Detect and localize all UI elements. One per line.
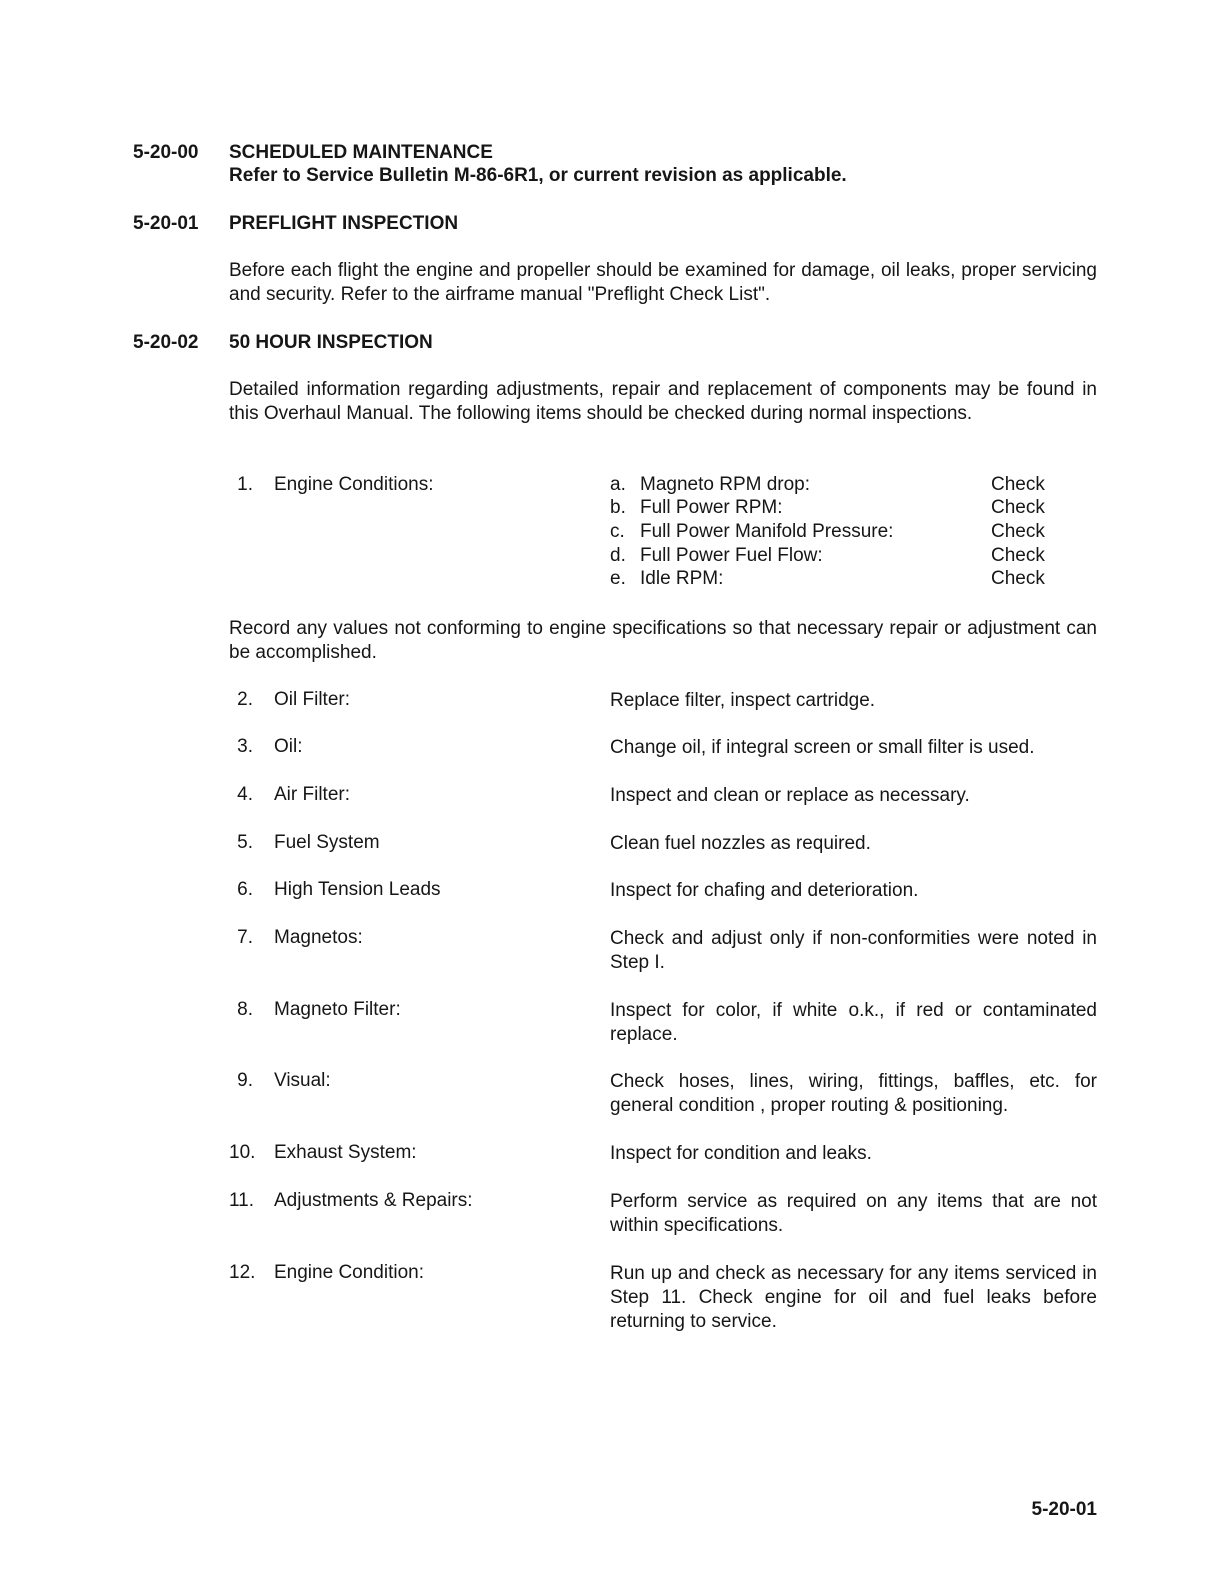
item-label: Magneto Filter: [274, 999, 401, 1020]
item-label: Visual: [274, 1070, 331, 1091]
condition-letter: c. [610, 521, 625, 542]
item-description: Clean fuel nozzles as required. [610, 833, 871, 854]
condition-text: Full Power Fuel Flow: [640, 545, 823, 566]
item-number: 8. [237, 999, 253, 1020]
condition-status: Check [991, 497, 1045, 518]
item-label: Exhaust System: [274, 1142, 417, 1163]
section-body: Before each flight the engine and propeller should be examined for damage, oil leaks, proper servicing and security. Refer to the airframe manual "Preflight Check List". [229, 260, 1097, 305]
item-label: High Tension Leads [274, 879, 441, 900]
item-label: Engine Conditions: [274, 474, 434, 495]
condition-letter: d. [610, 545, 626, 566]
item-description: Check hoses, lines, wiring, fittings, baffles, etc. for general condition , proper routing & positioning. [610, 1071, 1097, 1116]
section-title: 50 HOUR INSPECTION [229, 332, 433, 353]
section-number: 5-20-01 [133, 213, 199, 234]
item-label: Fuel System [274, 832, 380, 853]
item-description: Inspect for color, if white o.k., if red or contaminated replace. [610, 1000, 1097, 1045]
item-label: Oil: [274, 736, 303, 757]
item-description: Inspect for chafing and deterioration. [610, 880, 919, 901]
section-title: PREFLIGHT INSPECTION [229, 213, 459, 234]
item-number: 11. [229, 1190, 255, 1211]
section-number: 5-20-00 [133, 142, 199, 163]
item-number: 6. [237, 879, 253, 900]
item-description: Run up and check as necessary for any items serviced in Step 11. Check engine for oil and fuel leaks before returning to service. [610, 1263, 1097, 1332]
condition-status: Check [991, 521, 1045, 542]
item-description: Inspect and clean or replace as necessary. [610, 785, 970, 806]
section-title: SCHEDULED MAINTENANCE [229, 142, 493, 163]
item-description: Perform service as required on any items that are not within specifications. [610, 1191, 1097, 1236]
section-subtitle: Refer to Service Bulletin M-86-6R1, or current revision as applicable. [229, 165, 847, 186]
page-footer-code: 5-20-01 [1031, 1499, 1097, 1520]
condition-status: Check [991, 545, 1045, 566]
condition-text: Idle RPM: [640, 568, 724, 589]
item-label: Adjustments & Repairs: [274, 1190, 473, 1211]
condition-status: Check [991, 474, 1045, 495]
section-body: Detailed information regarding adjustments, repair and replacement of components may be found in this Overhaul Manual. The following items should be checked during normal inspections. [229, 379, 1097, 424]
item-description: Change oil, if integral screen or small filter is used. [610, 737, 1035, 758]
item-number: 5. [237, 832, 253, 853]
condition-row [610, 545, 1050, 569]
condition-letter: b. [610, 497, 626, 518]
condition-row [610, 474, 1050, 498]
condition-row [610, 521, 1050, 545]
item-number: 12. [229, 1262, 256, 1283]
item-number: 1. [237, 474, 253, 495]
item-number: 4. [237, 784, 253, 805]
condition-row [610, 568, 1050, 592]
item-label: Air Filter: [274, 784, 350, 805]
condition-text: Magneto RPM drop: [640, 474, 811, 495]
item-number: 7. [237, 927, 253, 948]
item-number: 10. [229, 1142, 256, 1163]
condition-letter: a. [610, 474, 626, 495]
section-number: 5-20-02 [133, 332, 199, 353]
item-label: Magnetos: [274, 927, 363, 948]
item-label: Oil Filter: [274, 689, 350, 710]
condition-letter: e. [610, 568, 626, 589]
item-description: Inspect for condition and leaks. [610, 1143, 872, 1164]
condition-text: Full Power Manifold Pressure: [640, 521, 894, 542]
condition-text: Full Power RPM: [640, 497, 783, 518]
item-number: 9. [237, 1070, 253, 1091]
item-number: 3. [237, 736, 253, 757]
condition-status: Check [991, 568, 1045, 589]
item-description: Check and adjust only if non-conformities were noted in Step I. [610, 928, 1097, 973]
record-note: Record any values not conforming to engine specifications so that necessary repair or adjustment can be accomplished. [229, 618, 1097, 663]
condition-row [610, 497, 1050, 521]
item-description: Replace filter, inspect cartridge. [610, 690, 876, 711]
item-number: 2. [237, 689, 253, 710]
item-label: Engine Condition: [274, 1262, 424, 1283]
